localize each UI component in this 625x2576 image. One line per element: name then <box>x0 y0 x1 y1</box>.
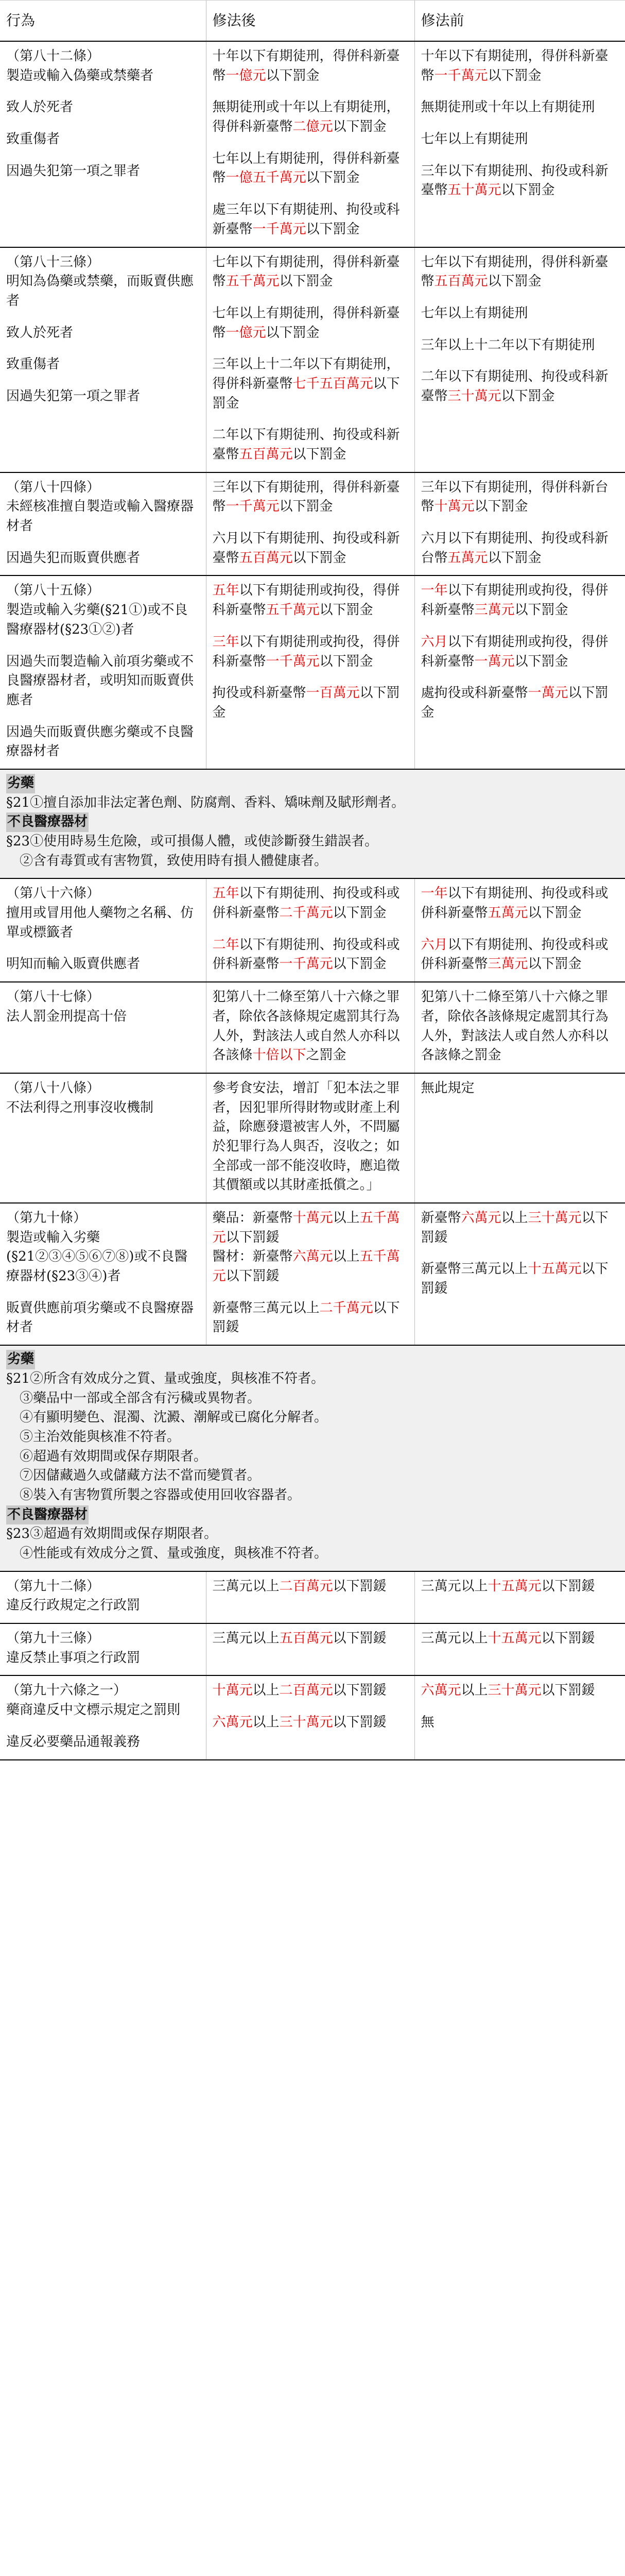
penalty-item <box>421 684 619 722</box>
after-amendment-cell <box>206 472 414 576</box>
penalty-item <box>421 1079 619 1098</box>
text-segment: 以下有期徒刑、拘役或科或併科新臺幣 <box>212 937 400 972</box>
highlighted-amount: 二年 <box>212 937 239 953</box>
penalty-item <box>421 581 619 620</box>
note-line: §21①擅自添加非法定著色劑、防腐劑、香料、矯味劑及賦形劑者。 <box>6 794 405 810</box>
text-segment: 三年以上十二年以下有期徒刑，得併科新臺幣 <box>212 357 400 392</box>
penalty-item <box>421 253 619 292</box>
penalty-item <box>421 884 619 923</box>
penalty-item <box>213 149 408 188</box>
text-segment: 以下罰鍰 <box>333 1631 387 1647</box>
behavior-item: 致重傷者 <box>6 357 60 372</box>
penalty-item <box>213 581 408 620</box>
note-header: 不良醫療器材 <box>6 1505 89 1525</box>
penalty-item <box>213 200 408 239</box>
penalty-item <box>213 355 408 413</box>
highlighted-amount: 一千萬元 <box>266 653 320 669</box>
text-segment: 三萬元以上 <box>421 1631 488 1647</box>
penalty-item <box>421 1209 619 1247</box>
highlighted-amount: 三十萬元 <box>528 1210 582 1226</box>
text-segment: 三年以下有期徒刑、拘役或科新臺幣 <box>421 163 609 198</box>
text-segment: 以下有期徒刑或拘役，得併科新臺幣 <box>421 583 609 618</box>
before-amendment-cell <box>414 247 625 472</box>
text-segment: 拘役或科新臺幣 <box>212 685 306 701</box>
text-segment: 以下罰金 <box>474 499 528 515</box>
text-segment: 無期徒刑或十年以上有期徒刑，得併科新臺幣 <box>212 99 400 135</box>
penalty-item <box>421 47 619 86</box>
highlighted-amount: 五十萬元 <box>447 182 501 198</box>
text-segment: 以下罰鍰 醫材：新臺幣 <box>212 1229 293 1265</box>
text-segment: 以下有期徒刑、拘役或科或併科新臺幣 <box>421 937 609 972</box>
highlighted-amount: 六萬元 <box>421 1683 461 1699</box>
behavior-cell <box>0 1073 206 1203</box>
text-segment: 以上 <box>252 1715 280 1731</box>
note-header-line <box>6 774 619 793</box>
penalty-item <box>213 1079 408 1195</box>
penalty-item <box>213 253 408 292</box>
text-segment: 以下罰鍰 <box>225 1268 280 1284</box>
highlighted-amount: 五萬元 <box>447 550 488 566</box>
highlighted-amount: 三萬元 <box>488 956 528 972</box>
column-header-col3: 修法前 <box>414 1 625 42</box>
highlighted-amount: 五百萬元 <box>279 1631 333 1647</box>
highlighted-amount: 六月 <box>421 634 448 650</box>
penalty-item <box>421 529 619 568</box>
text-segment: 七年以上有期徒刑 <box>421 305 528 321</box>
behavior-item: （第八十四條） 未經核准擅自製造或輸入醫療器材者 <box>6 479 194 534</box>
article-row <box>0 982 625 1073</box>
highlighted-amount: 二百萬元 <box>279 1683 333 1699</box>
highlighted-amount: 一億元 <box>225 325 266 341</box>
note-header: 劣藥 <box>6 774 35 793</box>
highlighted-amount: 三十萬元 <box>279 1715 333 1731</box>
note-line: ⑥超過有效期間或保存期限者。 <box>6 1448 207 1464</box>
penalty-item <box>421 98 619 117</box>
highlighted-amount: 五年 <box>212 583 239 599</box>
text-segment: 新臺幣 <box>421 1210 461 1226</box>
text-segment: 以下罰金 <box>212 685 400 720</box>
highlighted-amount: 一千萬元 <box>225 499 280 515</box>
text-segment: 三萬元以上 <box>421 1578 488 1594</box>
highlighted-amount: 五萬元 <box>488 905 528 921</box>
penalty-item <box>421 1629 619 1649</box>
after-amendment-cell <box>206 879 414 982</box>
text-segment: 二年以下有期徒刑、拘役或科新臺幣 <box>421 369 609 404</box>
highlighted-amount: 十倍以下 <box>252 1047 306 1063</box>
penalty-item <box>421 478 619 517</box>
note-header: 劣藥 <box>6 1350 35 1369</box>
text-segment: 三萬元以上 <box>212 1578 280 1594</box>
text-segment: 以下罰金 <box>514 653 568 669</box>
text-segment: 以下罰金 <box>212 376 400 411</box>
text-segment: 六月以下有期徒刑、拘役或科新臺幣 <box>212 531 400 566</box>
highlighted-amount: 五千萬元 <box>225 274 280 290</box>
behavior-item: 因過失而製造輸入前項劣藥或不良醫療器材者，或明知而販賣供應者 <box>6 653 194 708</box>
text-segment: 以下罰金 <box>528 956 582 972</box>
behavior-cell <box>0 472 206 576</box>
note-line: ④有顯明變色、混濁、沈澱、潮解或已腐化分解者。 <box>6 1410 328 1426</box>
text-segment: 以下罰金 <box>292 447 346 462</box>
penalty-item <box>421 162 619 200</box>
text-segment: 以下罰鍰 <box>541 1578 595 1594</box>
article-row <box>0 879 625 982</box>
note-line: ②含有毒質或有害物質，致使用時有損人體健康者。 <box>6 853 328 869</box>
highlighted-amount: 十五萬元 <box>488 1631 542 1647</box>
text-segment: 犯第八十二條至第八十六條之罪者，除依各該條規定處罰其行為人外，對該法人或自然人亦科以各該條 <box>212 989 400 1063</box>
before-amendment-cell <box>414 575 625 769</box>
text-segment: 無期徒刑或十年以上有期徒刑 <box>421 99 595 115</box>
penalty-item <box>421 304 619 324</box>
behavior-item: （第八十七條） 法人罰金刑提高十倍 <box>6 989 127 1024</box>
before-amendment-cell <box>414 1623 625 1675</box>
behavior-item: （第八十三條） 明知為偽藥或禁藥，而販賣供應者 <box>6 254 194 309</box>
comparison-table <box>0 0 625 770</box>
note-header: 不良醫療器材 <box>6 812 89 832</box>
behavior-item: 致重傷者 <box>6 131 60 147</box>
highlighted-amount: 二千萬元 <box>279 905 333 921</box>
text-segment: 以下罰鍰 <box>212 1300 400 1335</box>
after-amendment-cell <box>206 247 414 472</box>
text-segment: 以下罰金 <box>306 170 360 186</box>
before-amendment-cell <box>414 1073 625 1203</box>
highlighted-amount: 一百萬元 <box>306 685 360 701</box>
text-segment: 以下罰鍰 <box>421 1210 609 1245</box>
text-segment: 七年以下有期徒刑，得併科新臺幣 <box>421 254 609 290</box>
text-segment: 以下罰鍰 <box>421 1261 609 1297</box>
before-amendment-cell <box>414 1572 625 1623</box>
text-segment: 無 <box>421 1715 435 1731</box>
penalty-item <box>213 988 408 1065</box>
behavior-cell <box>0 1675 206 1759</box>
behavior-cell <box>0 1572 206 1623</box>
text-segment: 以下罰金 <box>421 685 609 720</box>
text-segment: 七年以上有期徒刑，得併科新臺幣 <box>212 305 400 341</box>
text-segment: 以下罰金 <box>488 274 542 290</box>
penalty-item <box>213 633 408 671</box>
after-amendment-cell <box>206 1623 414 1675</box>
text-segment: 以下有期徒刑或拘役，得併科新臺幣 <box>212 634 400 669</box>
highlighted-amount: 三萬元 <box>474 602 515 618</box>
behavior-item: 販賣供應前項劣藥或不良醫療器材者 <box>6 1300 194 1335</box>
penalty-item <box>213 47 408 86</box>
column-header-col1: 行為 <box>0 1 206 42</box>
text-segment: 之罰金 <box>306 1047 346 1063</box>
text-segment: 以下有期徒刑或拘役，得併科新臺幣 <box>212 583 400 618</box>
text-segment: 以下罰鍰 <box>333 1578 387 1594</box>
after-amendment-cell <box>206 575 414 769</box>
article-row <box>0 1675 625 1759</box>
article-row <box>0 1073 625 1203</box>
after-amendment-cell <box>206 1203 414 1345</box>
text-segment: 六月以下有期徒刑、拘役或科新台幣 <box>421 531 609 566</box>
text-segment: 以下罰鍰 <box>541 1631 595 1647</box>
after-amendment-cell <box>206 1675 414 1759</box>
before-amendment-cell <box>414 472 625 576</box>
penalty-item <box>213 1629 408 1649</box>
after-amendment-cell <box>206 1073 414 1203</box>
highlighted-amount: 五千萬元 <box>212 1210 400 1245</box>
text-segment: 以上 <box>501 1210 528 1226</box>
behavior-item: （第九十條） 製造或輸入劣藥(§21②③④⑤⑥⑦⑧)或不良醫療器材(§23③④)者 <box>6 1210 188 1284</box>
penalty-item <box>213 1209 408 1286</box>
text-segment: 以下罰金 <box>333 956 387 972</box>
before-amendment-cell <box>414 1203 625 1345</box>
text-segment: 以下罰金 <box>501 182 555 198</box>
penalty-item <box>421 1577 619 1597</box>
text-segment: 以下罰金 <box>488 67 542 83</box>
highlighted-amount: 五千萬元 <box>212 1249 400 1284</box>
text-segment: 以上 <box>461 1683 488 1699</box>
highlighted-amount: 三年 <box>212 634 239 650</box>
text-segment: 以下罰金 <box>266 67 320 83</box>
highlighted-amount: 一萬元 <box>528 685 568 701</box>
highlighted-amount: 六萬元 <box>212 1715 253 1731</box>
penalty-item <box>421 1713 619 1733</box>
text-segment: 以下罰金 <box>514 602 568 618</box>
highlighted-amount: 五年 <box>212 886 239 902</box>
after-amendment-cell <box>206 982 414 1073</box>
text-segment: 參考食安法，增訂「犯本法之罪者，因犯罪所得財物或財產上利益，除應發還被害人外，不問屬於犯罪行為人與否，沒收之；如全部或一部不能沒收時，應追徵其價額或以其財產抵償之。」 <box>212 1080 400 1193</box>
highlighted-amount: 十萬元 <box>292 1210 333 1226</box>
text-segment: 以下罰金 <box>333 119 387 135</box>
text-segment: 犯第八十二條至第八十六條之罪者，除依各該條規定處罰其行為人外，對該法人或自然人亦科以各該條之罰金 <box>421 989 609 1063</box>
behavior-item: （第八十二條） 製造或輸入偽藥或禁藥者 <box>6 48 154 83</box>
article-row <box>0 41 625 247</box>
penalty-item <box>421 130 619 149</box>
text-segment: 以下罰金 <box>319 602 373 618</box>
highlighted-amount: 六月 <box>421 937 448 953</box>
text-segment: 七年以上有期徒刑 <box>421 131 528 147</box>
behavior-item: （第八十五條） 製造或輸入劣藥(§21①)或不良醫療器材(§23①②)者 <box>6 583 188 637</box>
text-segment: 新臺幣三萬元以上 <box>212 1300 320 1316</box>
penalty-item <box>213 1713 408 1733</box>
behavior-item: 因過失犯而販賣供應者 <box>6 550 141 566</box>
behavior-item: （第八十六條） 擅用或冒用他人藥物之名稱、仿單或標籤者 <box>6 886 194 940</box>
note-line: §23①使用時易生危險，或可損傷人體，或使診斷發生錯誤者。 <box>6 834 378 849</box>
penalty-item <box>213 478 408 517</box>
behavior-item: 因過失而販賣供應劣藥或不良醫療器材者 <box>6 724 194 759</box>
text-segment: 以下罰金 <box>333 905 387 921</box>
penalty-item <box>213 426 408 464</box>
text-segment: 以下有期徒刑或拘役，得併科新臺幣 <box>421 634 609 669</box>
behavior-cell <box>0 247 206 472</box>
article-row <box>0 247 625 472</box>
text-segment: 十年以下有期徒刑，得併科新臺幣 <box>421 48 609 83</box>
highlighted-amount: 一年 <box>421 583 448 599</box>
behavior-cell <box>0 982 206 1073</box>
text-segment: 三年以上十二年以下有期徒刑 <box>421 337 595 353</box>
text-segment: 以下罰金 <box>319 653 373 669</box>
penalty-item <box>213 1577 408 1597</box>
behavior-item: 致人於死者 <box>6 99 74 115</box>
behavior-item: 因過失犯第一項之罪者 <box>6 163 141 179</box>
text-segment: 三年以下有期徒刑，得併科新臺幣 <box>212 479 400 515</box>
penalty-item <box>421 1681 619 1701</box>
highlighted-amount: 十萬元 <box>434 499 475 515</box>
note-line: §21②所含有效成分之質、量或強度，與核准不符者。 <box>6 1370 325 1386</box>
comparison-table <box>0 1572 625 1760</box>
behavior-item: 因過失犯第一項之罪者 <box>6 388 141 404</box>
note-header-line <box>6 812 619 832</box>
note-line: ⑦因儲藏過久或儲藏方法不當而變質者。 <box>6 1468 261 1484</box>
penalty-item <box>213 304 408 343</box>
penalty-item <box>213 684 408 722</box>
text-segment: 以下罰金 <box>279 499 333 515</box>
behavior-item: 違反必要藥品通報義務 <box>6 1734 141 1750</box>
highlighted-amount: 五千萬元 <box>266 602 320 618</box>
highlighted-amount: 一千萬元 <box>434 67 488 83</box>
text-segment: 以下罰金 <box>306 221 360 237</box>
text-segment: 以下罰金 <box>528 905 582 921</box>
penalty-item <box>421 988 619 1065</box>
text-segment: 處拘役或科新臺幣 <box>421 685 528 701</box>
text-segment: 以下罰金 <box>279 274 333 290</box>
highlighted-amount: 五百萬元 <box>239 550 293 566</box>
penalty-item <box>421 1260 619 1298</box>
text-segment: 七年以下有期徒刑，得併科新臺幣 <box>212 254 400 290</box>
text-segment: 以下罰鍰 <box>333 1683 387 1699</box>
highlighted-amount: 十五萬元 <box>528 1261 582 1277</box>
highlighted-amount: 一千萬元 <box>252 221 306 237</box>
penalty-item <box>213 884 408 923</box>
highlighted-amount: 三十萬元 <box>447 388 501 404</box>
penalty-item <box>213 529 408 568</box>
behavior-item: 致人於死者 <box>6 325 74 341</box>
definition-note <box>0 770 625 879</box>
behavior-cell <box>0 575 206 769</box>
behavior-item: （第九十六條之一） 藥商違反中文標示規定之罰則 <box>6 1683 181 1718</box>
highlighted-amount: 一億元 <box>225 67 266 83</box>
highlighted-amount: 二百萬元 <box>279 1578 333 1594</box>
text-segment: 以下罰金 <box>501 388 555 404</box>
definition-note <box>0 1346 625 1572</box>
behavior-item: （第九十三條） 違反禁止事項之行政罰 <box>6 1631 141 1666</box>
behavior-item: 明知而輸入販賣供應者 <box>6 956 141 972</box>
behavior-cell <box>0 1623 206 1675</box>
highlighted-amount: 一億五千萬元 <box>225 170 306 186</box>
highlighted-amount: 一千萬元 <box>279 956 333 972</box>
text-segment: 以上 <box>333 1249 360 1265</box>
article-row <box>0 1572 625 1623</box>
column-header-col2: 修法後 <box>206 1 414 42</box>
penalty-item <box>421 633 619 671</box>
text-segment: 以下罰金 <box>292 550 346 566</box>
highlighted-amount: 六萬元 <box>461 1210 501 1226</box>
article-row <box>0 1623 625 1675</box>
penalty-item <box>421 336 619 355</box>
text-segment: 二年以下有期徒刑、拘役或科新臺幣 <box>212 427 400 462</box>
before-amendment-cell <box>414 41 625 247</box>
note-header-line <box>6 1505 619 1525</box>
highlighted-amount: 三十萬元 <box>488 1683 542 1699</box>
text-segment: 藥品：新臺幣 <box>212 1210 293 1226</box>
note-line: §23③超過有效期間或保存期限者。 <box>6 1526 218 1542</box>
after-amendment-cell <box>206 41 414 247</box>
highlighted-amount: 二千萬元 <box>319 1300 373 1316</box>
behavior-item: （第九十二條） 違反行政規定之行政罰 <box>6 1578 141 1614</box>
penalty-item <box>213 1681 408 1701</box>
text-segment: 三年以下有期徒刑，得併科新台幣 <box>421 479 609 515</box>
text-segment: 以下罰鍰 <box>541 1683 595 1699</box>
highlighted-amount: 五百萬元 <box>239 447 293 462</box>
highlighted-amount: 二億元 <box>292 119 333 135</box>
before-amendment-cell <box>414 982 625 1073</box>
behavior-cell <box>0 879 206 982</box>
highlighted-amount: 一萬元 <box>474 653 515 669</box>
penalty-item <box>213 1299 408 1337</box>
behavior-item: （第八十八條） 不法利得之刑事沒收機制 <box>6 1080 154 1115</box>
article-row <box>0 1203 625 1345</box>
penalty-item <box>213 98 408 137</box>
text-segment: 以下罰金 <box>488 550 542 566</box>
note-line: ③藥品中一部或全部含有污穢或異物者。 <box>6 1390 261 1406</box>
text-segment: 以下罰鍰 <box>333 1715 387 1731</box>
text-segment: 三萬元以上 <box>212 1631 280 1647</box>
highlighted-amount: 一年 <box>421 886 448 902</box>
highlighted-amount: 七千五百萬元 <box>292 376 373 392</box>
note-line: ⑧裝入有害物質所製之容器或使用回收容器者。 <box>6 1487 301 1503</box>
text-segment: 處三年以下有期徒刑、拘役或科新臺幣 <box>212 202 400 237</box>
before-amendment-cell <box>414 879 625 982</box>
penalty-item <box>213 936 408 974</box>
highlighted-amount: 十五萬元 <box>488 1578 542 1594</box>
article-row <box>0 472 625 576</box>
before-amendment-cell <box>414 1675 625 1759</box>
text-segment: 以下有期徒刑、拘役或科或併科新臺幣 <box>212 886 400 921</box>
after-amendment-cell <box>206 1572 414 1623</box>
text-segment: 以上 <box>252 1683 280 1699</box>
note-header-line <box>6 1350 619 1369</box>
text-segment: 以上 <box>333 1210 360 1226</box>
text-segment: 以下罰金 <box>266 325 320 341</box>
penalty-item <box>421 367 619 406</box>
text-segment: 新臺幣三萬元以上 <box>421 1261 528 1277</box>
highlighted-amount: 五百萬元 <box>434 274 488 290</box>
behavior-cell <box>0 1203 206 1345</box>
text-segment: 無此規定 <box>421 1080 475 1096</box>
text-segment: 以下有期徒刑、拘役或科或併科新臺幣 <box>421 886 609 921</box>
highlighted-amount: 十萬元 <box>212 1683 253 1699</box>
text-segment: 十年以下有期徒刑，得併科新臺幣 <box>212 48 400 83</box>
header-row <box>0 1 625 42</box>
text-segment: 七年以上有期徒刑，得併科新臺幣 <box>212 150 400 186</box>
highlighted-amount: 六萬元 <box>292 1249 333 1265</box>
note-line: ⑤主治效能與核准不符者。 <box>6 1429 181 1445</box>
comparison-table <box>0 879 625 1346</box>
note-line: ④性能或有效成分之質、量或強度，與核准不符者。 <box>6 1546 328 1561</box>
penalty-item <box>421 936 619 974</box>
behavior-cell <box>0 41 206 247</box>
article-row <box>0 575 625 769</box>
